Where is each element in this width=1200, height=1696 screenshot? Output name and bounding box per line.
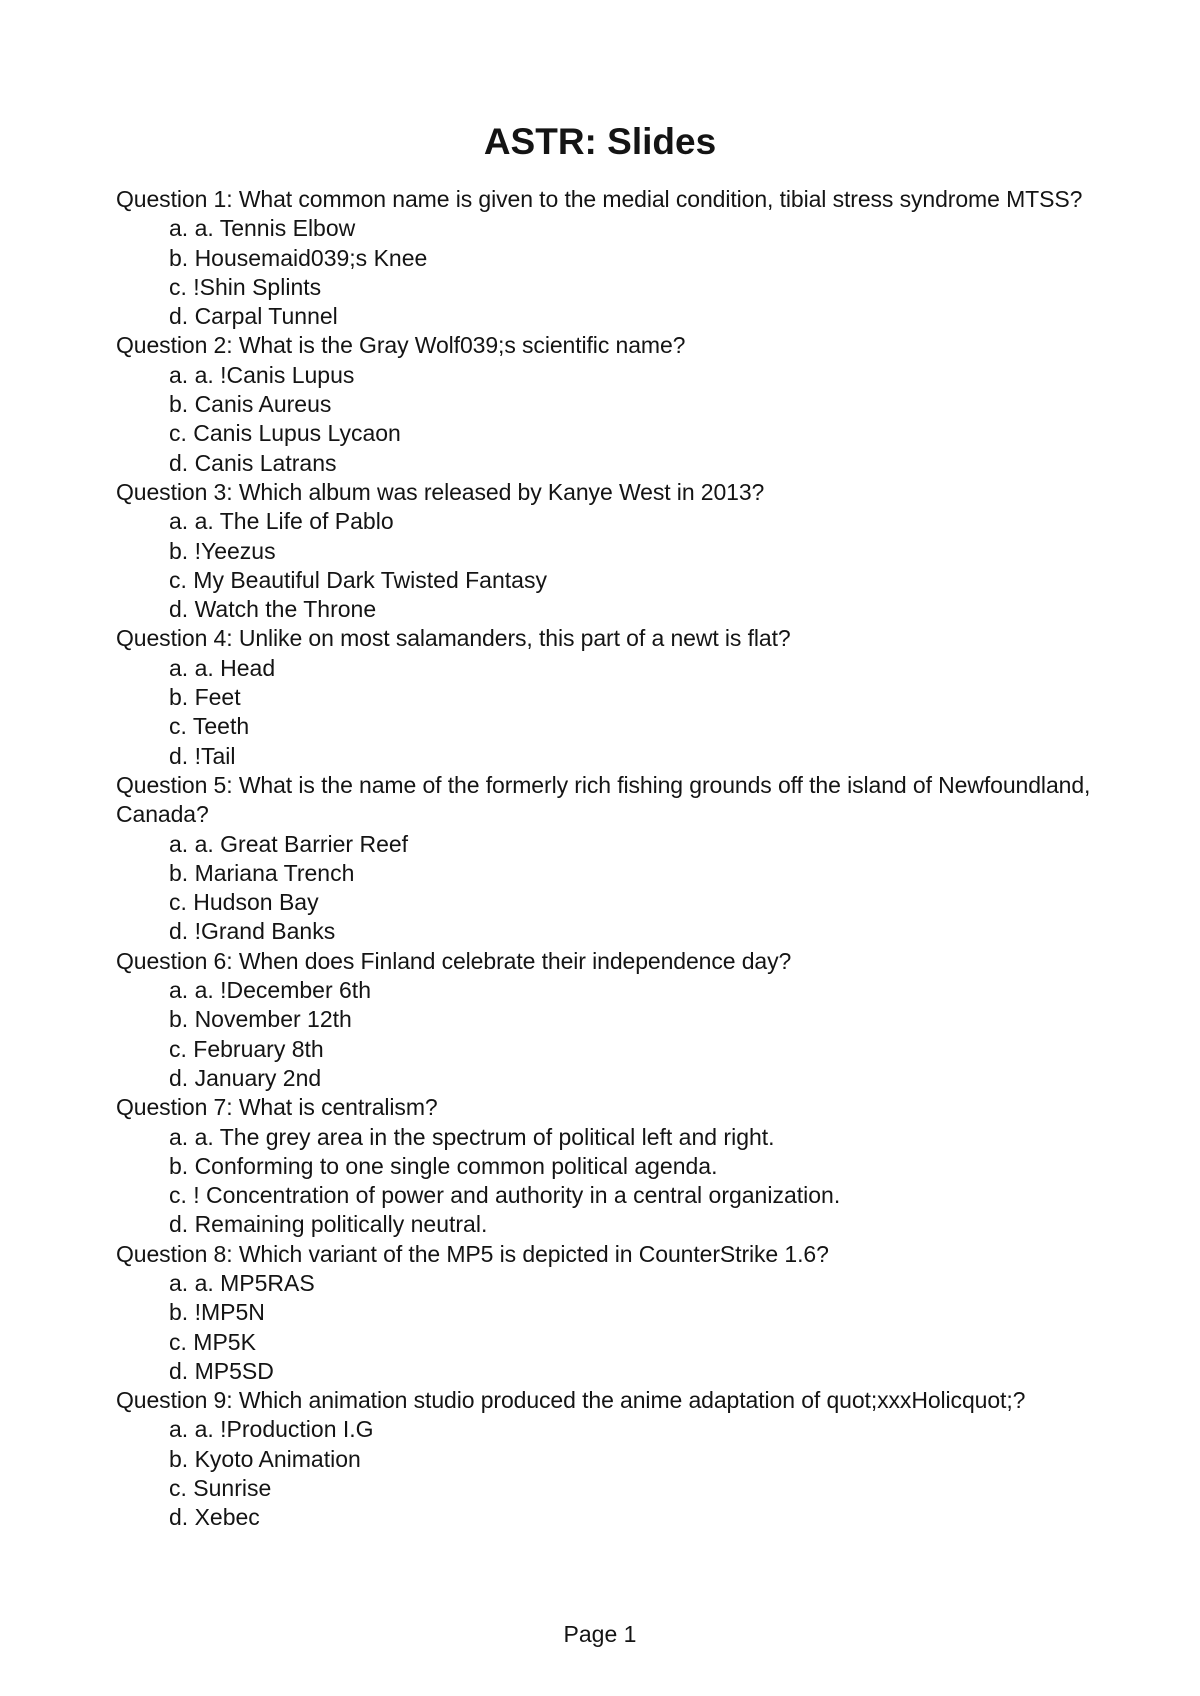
option-a: a. a. Great Barrier Reef (169, 830, 409, 857)
option-b: b. November 12th (169, 1006, 352, 1033)
question-text: Question 2: What is the Gray Wolf039;s scientific name? (116, 332, 686, 359)
option-list (116, 214, 1106, 331)
question-text: Question 5: What is the name of the formerly rich fishing grounds off the island of Newfoundland, Canada? (116, 771, 1091, 828)
option-d: d. Remaining politically neutral. (169, 1211, 488, 1238)
option-c: c. Teeth (169, 713, 250, 740)
option-c: c. MP5K (169, 1328, 256, 1355)
question-text: Question 7: What is centralism? (116, 1094, 438, 1121)
option-b: b. Canis Aureus (169, 391, 332, 418)
page-title: ASTR: Slides (483, 121, 717, 162)
option-list (116, 654, 1106, 771)
option-list (116, 507, 1106, 624)
option-a: a. a. MP5RAS (169, 1269, 315, 1296)
option-d: d. Xebec (169, 1504, 260, 1531)
option-a: a. a. !Production I.G (169, 1416, 374, 1443)
option-c: c. Sunrise (169, 1475, 272, 1502)
option-b: b. Feet (169, 684, 241, 711)
option-a: a. a. The Life of Pablo (169, 508, 394, 535)
option-d: d. !Grand Banks (169, 918, 336, 945)
question-8 (116, 1240, 1106, 1386)
option-list (116, 361, 1106, 478)
option-c: c. !Shin Splints (169, 273, 322, 300)
option-list (116, 830, 1106, 947)
option-b: b. Conforming to one single common political agenda. (169, 1152, 718, 1179)
question-5 (116, 771, 1106, 947)
option-list (116, 1415, 1106, 1532)
question-text: Question 6: When does Finland celebrate their independence day? (116, 947, 792, 974)
question-7 (116, 1093, 1106, 1239)
option-b: b. Mariana Trench (169, 859, 355, 886)
option-list (116, 1269, 1106, 1386)
question-text: Question 8: Which variant of the MP5 is depicted in CounterStrike 1.6? (116, 1240, 829, 1267)
option-a: a. a. !December 6th (169, 977, 371, 1004)
option-b: b. Housemaid039;s Knee (169, 244, 428, 271)
option-list (116, 1123, 1106, 1240)
option-c: c. ! Concentration of power and authority in a central organization. (169, 1182, 841, 1209)
option-c: c. February 8th (169, 1035, 324, 1062)
option-b: b. !Yeezus (169, 537, 276, 564)
question-3 (116, 478, 1106, 624)
option-a: a. a. !Canis Lupus (169, 361, 355, 388)
option-d: d. MP5SD (169, 1357, 274, 1384)
question-2 (116, 331, 1106, 477)
question-6 (116, 947, 1106, 1093)
option-c: c. Canis Lupus Lycaon (169, 420, 401, 447)
option-a: a. a. Head (169, 654, 276, 681)
question-text: Question 9: Which animation studio produced the anime adaptation of quot;xxxHolicquot;? (116, 1387, 1026, 1414)
option-list (116, 976, 1106, 1093)
question-9 (116, 1386, 1106, 1532)
option-c: c. My Beautiful Dark Twisted Fantasy (169, 566, 547, 593)
question-text: Question 3: Which album was released by Kanye West in 2013? (116, 478, 765, 505)
question-list (116, 185, 1106, 1533)
option-d: d. Carpal Tunnel (169, 303, 338, 330)
option-d: d. Watch the Throne (169, 596, 377, 623)
question-4 (116, 624, 1106, 770)
option-c: c. Hudson Bay (169, 889, 319, 916)
option-d: d. Canis Latrans (169, 449, 337, 476)
question-text: Question 4: Unlike on most salamanders, this part of a newt is flat? (116, 625, 791, 652)
option-b: b. Kyoto Animation (169, 1445, 361, 1472)
option-d: d. !Tail (169, 742, 236, 769)
option-a: a. a. Tennis Elbow (169, 215, 356, 242)
page-number: Page 1 (563, 1621, 637, 1647)
question-1 (116, 185, 1106, 331)
question-text: Question 1: What common name is given to the medial condition, tibial stress syndrome MTSS? (116, 186, 1083, 212)
option-d: d. January 2nd (169, 1064, 322, 1091)
option-a: a. a. The grey area in the spectrum of political left and right. (169, 1123, 775, 1150)
option-b: b. !MP5N (169, 1299, 265, 1326)
